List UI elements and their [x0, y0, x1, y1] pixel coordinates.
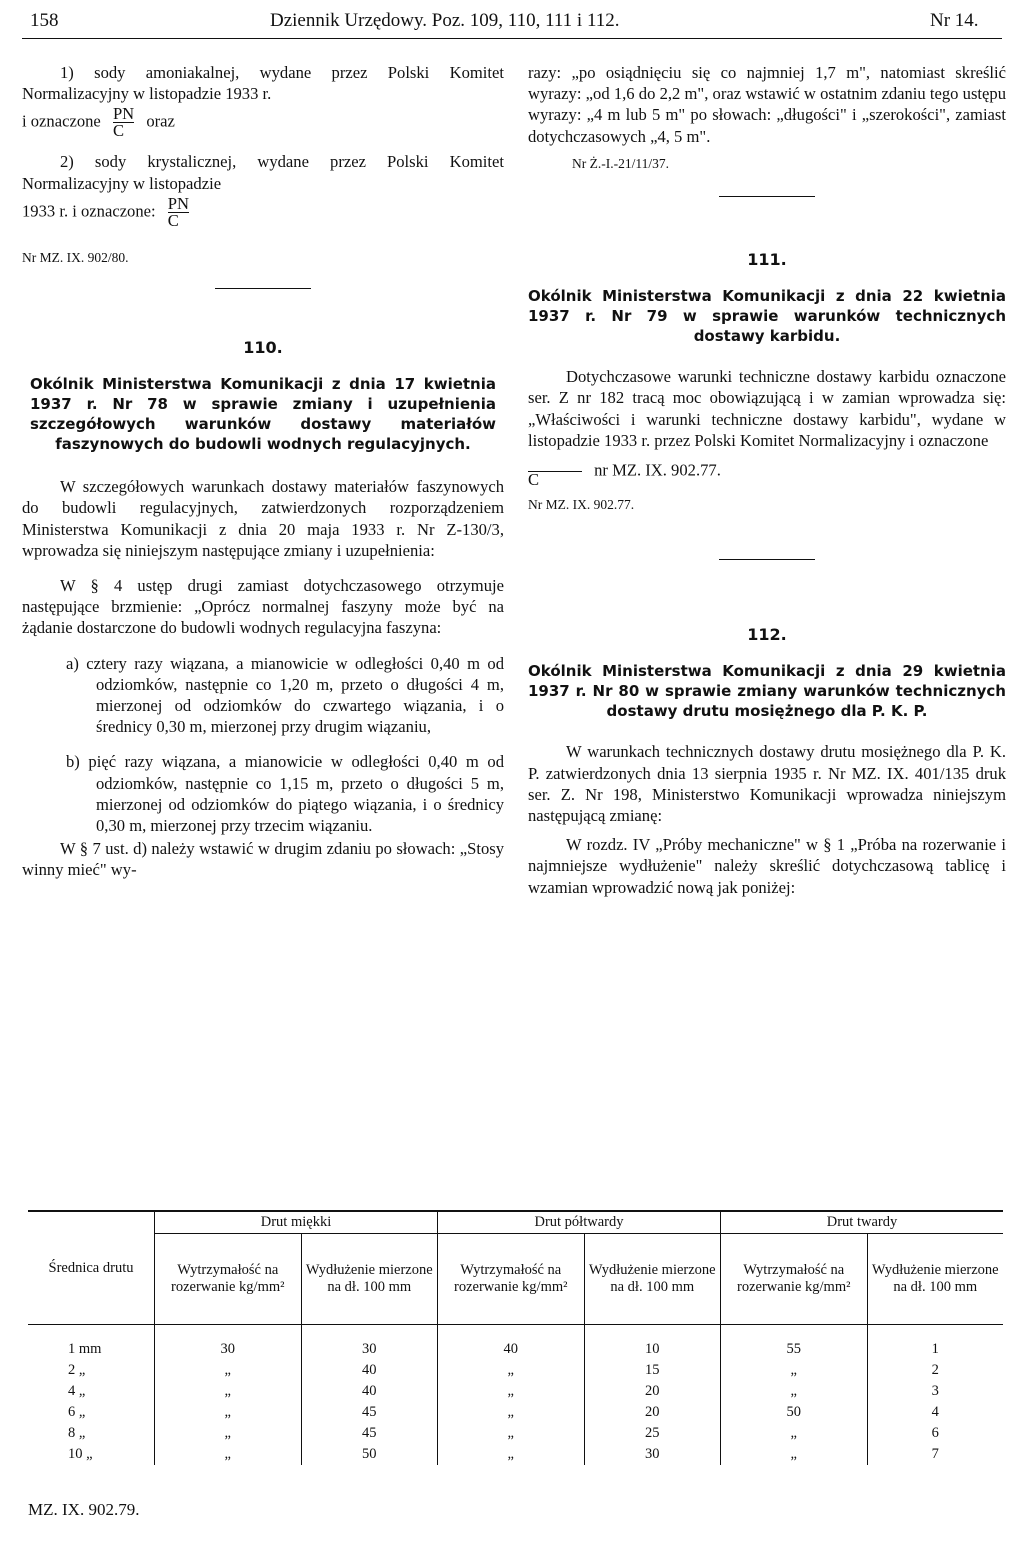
header-rule — [22, 38, 1002, 39]
c-mark-line: C nr MZ. IX. 902.77. — [528, 455, 1006, 488]
footer-ref: MZ. IX. 902.79. — [28, 1500, 140, 1519]
sub-strength-half: Wytrzymałość na rozerwanie kg/mm² — [437, 1234, 584, 1325]
item-1-mark: i oznaczone $\frac{PN}{C}$ oraz — [22, 104, 175, 141]
left-column — [22, 62, 504, 881]
sub-elong-half: Wydłużenie mierzone na dł. 100 mm — [584, 1234, 720, 1325]
table-row: 1 mm 30 30 40 10 55 1 — [28, 1325, 1003, 1361]
group-soft: Drut miękki — [155, 1212, 438, 1234]
table-row: 10 „ „ 50 „ 30 „ 7 — [28, 1444, 1003, 1465]
item-2: 2) sody krystalicznej, wydane przez Polski Komitet Normalizacyjny w listopadzie — [22, 152, 504, 193]
table-row: 6 „ „ 45 „ 20 50 4 — [28, 1402, 1003, 1423]
title-111: Okólnik Ministerstwa Komunikacji z dnia 22 kwietnia 1937 r. Nr 79 w sprawie warunków technicznych dostawy karbidu. — [528, 287, 1006, 346]
sub-strength-hard: Wytrzymałość na rozerwanie kg/mm² — [720, 1234, 867, 1325]
para-continuation: razy: „po osiądnięciu się co najmniej 1,7 m", natomiast skreślić wyrazy: „od 1,6 do 2,2 m", oraz wstawić w ostatnim zdaniu tego ustępu wyrazy: „4 m lub 5 m" po słowach: „długości" i „szerokości", zamiast dotychczasowych „4, 5 m". — [528, 63, 1006, 146]
table-row: 8 „ „ 45 „ 25 „ 6 — [28, 1423, 1003, 1444]
group-hard: Drut twardy — [720, 1212, 1003, 1234]
group-half-hard: Drut półtwardy — [437, 1212, 720, 1234]
para-112-1: W warunkach technicznych dostawy drutu mosiężnego dla P. K. P. zatwierdzonych dnia 13 sierpnia 1935 r. Nr MZ. IX. 401/135 druk ser. Z. Nr 198, Ministerstwo Komunikacji wprowadza niniejszym następującą zmianę: — [528, 742, 1006, 826]
item-2-mark: 1933 r. i oznaczone: $\frac{PN}{C}$ — [22, 193, 189, 230]
section-rule — [719, 196, 815, 197]
para-112-2: W rozdz. IV „Próby mechaniczne" w § 1 „Próba na rozerwanie i najmniejsze wydłużenie" należy skreślić dotychczasową tablicę i wzamian wprowadzić nową jak poniżej: — [528, 835, 1006, 897]
item-a: a) cztery razy wiązana, a mianowicie w odległości 0,40 m od odziomków, następnie co 1,20 m, przeto o długości 4 m, mierzonej od odziomków do czwartego wiązania, i o średnicy 0,30 m, mierzonej przy drugim wiązaniu, — [66, 653, 504, 737]
right-column — [528, 62, 1006, 898]
col-diameter: Średnica drutu — [28, 1212, 155, 1325]
section-number-110: 110. — [243, 338, 283, 358]
table-row: 4 „ „ 40 „ 20 „ 3 — [28, 1381, 1003, 1402]
table-row: 2 „ „ 40 „ 15 „ 2 — [28, 1360, 1003, 1381]
journal-title: Dziennik Urzędowy. Poz. 109, 110, 111 i 112. — [270, 10, 620, 31]
sub-elong-hard: Wydłużenie mierzone na dł. 100 mm — [867, 1234, 1003, 1325]
ref-111: Nr MZ. IX. 902.77. — [528, 497, 635, 513]
pn-c-mark-3: C — [528, 455, 582, 488]
pn-c-mark: $\frac{PN}{C}$ — [112, 104, 135, 141]
page-header — [22, 10, 1002, 36]
pn-c-mark-2: $\frac{PN}{C}$ — [167, 193, 189, 230]
issue-number: Nr 14. — [930, 10, 979, 31]
para-110-1: W szczegółowych warunkach dostawy materiałów faszynowych do budowli regulacyjnych, zatwierdzonych rozporządzeniem Ministerstwa Komunikacji z dnia 20 maja 1933 r. Nr Z-130/3, wprowadza się niniejszym następujące zmiany i uzupełnienia: — [22, 477, 504, 560]
item-b: b) pięć razy wiązana, a mianowicie w odległości 0,40 m od odziomków, następnie co 1,15 m, przeto o długości 5 m, mierzonej od odziomków do piątego wiązania, i o średnicy 0,30 m, mierzonej przy trzecim wiązaniu. — [66, 752, 504, 836]
sub-elong-soft: Wydłużenie mierzone na dł. 100 mm — [301, 1234, 437, 1325]
para-110-3: W § 7 ust. d) należy wstawić w drugim zdaniu po słowach: „Stosy winny mieć" wy- — [22, 839, 504, 880]
page-number: 158 — [30, 10, 59, 31]
item-1: 1) sody amoniakalnej, wydane przez Polski Komitet Normalizacyjny w listopadzie 1933 r. — [22, 63, 504, 104]
section-rule — [719, 559, 815, 560]
para-110-2: W § 4 ustęp drugi zamiast dotychczasowego otrzymuje następujące brzmienie: „Oprócz normalnej faszyny może być na żądanie dostarczone do budowli wodnych regulacyjna faszyna: — [22, 576, 504, 638]
section-rule — [215, 288, 311, 289]
wire-table — [28, 1212, 1003, 1465]
title-112: Okólnik Ministerstwa Komunikacji z dnia 29 kwietnia 1937 r. Nr 80 w sprawie zmiany warunków technicznych dostawy drutu mosiężnego dla P. K. P. — [528, 662, 1006, 721]
para-111: Dotychczasowe warunki techniczne dostawy karbidu oznaczone ser. Z nr 182 tracą moc obowiązującą i w zamian wprowadza się: „Właściwości i warunki techniczne dostawy karbidu", wydane w listopadzie 1933 r. przez Polski Komitet Normalizacyjny i oznaczone — [528, 367, 1006, 450]
title-110: Okólnik Ministerstwa Komunikacji z dnia 17 kwietnia 1937 r. Nr 78 w sprawie zmiany i uzupełnienia szczegółowych warunków dostawy materiałów faszynowych do budowli wodnych regulacyjnych. — [30, 375, 496, 454]
section-number-112: 112. — [747, 625, 787, 645]
ref-109: Nr MZ. IX. 902/80. — [22, 249, 129, 265]
ref-110: Nr Ż.-I.-21/11/37. — [572, 155, 669, 171]
section-number-111: 111. — [747, 250, 787, 270]
sub-strength-soft: Wytrzymałość na rozerwanie kg/mm² — [155, 1234, 302, 1325]
